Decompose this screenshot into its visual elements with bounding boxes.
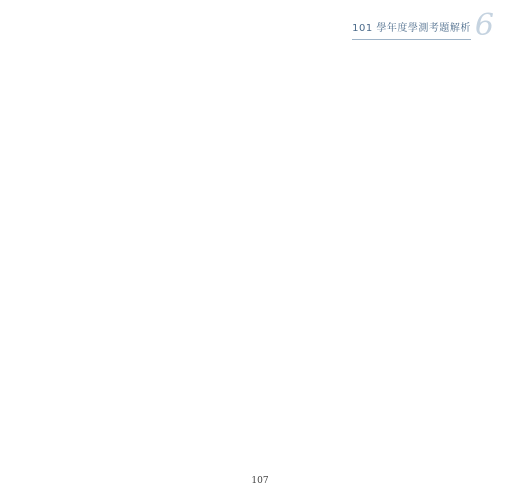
page-body [70, 48, 460, 460]
page-number: 107 [251, 476, 269, 486]
running-header [352, 8, 494, 43]
header-title: 101 學年度學測考題解析 [352, 22, 471, 40]
chapter-number: 6 [474, 8, 494, 43]
